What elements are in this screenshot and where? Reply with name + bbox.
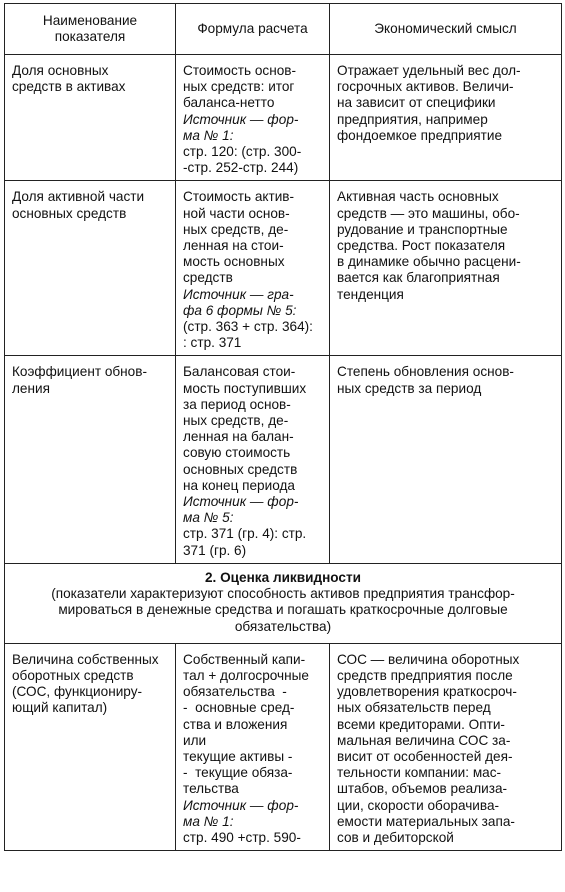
meaning-line: на зависит от специфики [337,95,496,111]
indicator-name-cell [5,55,176,181]
section-note-line: обязательства) [234,618,332,634]
formula-line: : стр. 371 [183,335,242,351]
formula-line: Стоимость основ- [183,63,297,78]
meaning-line: Активная часть основных [337,189,499,205]
meaning-line: средств — это машины, обо- [337,205,520,221]
meaning-line: фондоемкое предприятие [337,127,503,143]
meaning-line: штабов, объемов реализа- [337,781,508,797]
formula-line: Собственный капи- [183,651,306,667]
formula-line: баланса-нетто [183,95,275,111]
formula-source-line: ма № 1: [183,127,234,143]
meaning-line: сов и дебиторской [337,829,454,845]
table-row [5,55,562,181]
indicator-name: Доля основных средств в активах [12,63,126,95]
indicator-name-line: ления [12,380,50,396]
formula-source-line: Источник — фор- [183,111,299,127]
formula-line: Стоимость актив- [183,189,295,205]
indicator-name-line: ющий капитал) [12,700,108,716]
formula-line: Балансовая стои- [183,364,296,380]
meaning-line: удовлетворения краткосроч- [337,684,517,700]
indicators-table [4,3,562,851]
section-header-row [5,563,562,643]
formula-line: - текущие обяза- [183,765,293,781]
header-indicator-name: Наименование показателя [5,4,176,55]
formula-line: за период основ- [183,396,291,412]
formula-line: ных средств, де- [183,413,289,429]
formula-line: 371 (гр. 6) [183,542,247,558]
meaning-line: предприятия, например [337,111,488,127]
indicator-name-line: Величина собственных [12,651,159,667]
formula-line: текущие активы - [183,748,293,764]
formula-line: -стр. 252-стр. 244) [183,160,299,176]
formula-line: ных средств: итог [183,79,295,95]
indicator-name-cell [5,643,176,850]
meaning-line: средств предприятия после [337,667,513,683]
formula-line: мость поступивших [183,380,307,396]
formula-line: на конец периода [183,477,295,493]
meaning-line: тельности компании: мас- [337,765,502,781]
meaning-line: ных средств за период [337,380,482,396]
table-row [5,643,562,850]
header-economic-meaning: Экономический смысл [330,4,562,55]
formula-source-line: ма № 1: [183,813,234,829]
indicator-name-cell [5,181,176,356]
header-formula: Формула расчета [176,4,330,55]
formula-line: тал + долгосрочные [183,667,309,683]
meaning-line: вается как благоприятная [337,270,500,286]
formula-line: совую стоимость [183,445,291,461]
formula-source-line: ма № 5: [183,510,234,526]
formula-cell [176,181,330,356]
formula-line: ной части основ- [183,205,290,221]
meaning-line: емости материальных запа- [337,813,515,829]
meaning-line: средства. Рост показателя [337,238,506,254]
meaning-line: госрочных активов. Величи- [337,79,514,95]
formula-line: или [183,732,207,748]
formula-cell [176,643,330,850]
formula-line: стр. 490 +стр. 590- [183,829,301,845]
formula-line: стр. 120: (стр. 300- [183,144,302,160]
meaning-line: рудование и транспортные [337,221,508,237]
formula-cell [176,356,330,563]
table-header-row [5,4,562,55]
formula-line: ленная на балан- [183,429,294,445]
indicator-name-line: (СОС, функциониру- [12,684,143,700]
formula-line: обязательства - [183,684,287,700]
formula-source-line: Источник — гра- [183,286,294,302]
formula-source-line: Источник — фор- [183,797,299,813]
formula-source-line: Источник — фор- [183,494,299,510]
table-row [5,356,562,563]
indicator-name-cell [5,356,176,563]
indicator-name-line: оборотных средств [12,667,134,683]
formula-line: (стр. 363 + стр. 364): [183,319,313,335]
indicator-name: Доля активной части основных средств [12,189,145,221]
meaning-cell [330,55,562,181]
meaning-line: тенденция [337,286,404,302]
meaning-line: СОС — величина оборотных [337,651,520,667]
meaning-cell [330,181,562,356]
formula-line: - основные сред- [183,700,295,716]
section-note-line: (показатели характеризуют способность активов предприятия трансфор- [51,586,515,602]
meaning-cell [330,356,562,563]
formula-line: средств [183,270,233,286]
section-note-line: мироваться в денежные средства и погашать краткосрочные долговые [58,602,508,618]
meaning-cell [330,643,562,850]
formula-line: основных средств [183,461,298,477]
table-row [5,181,562,356]
meaning-line: ции, скорости оборачива- [337,797,500,813]
formula-line: тельства [183,781,239,797]
meaning-line: мальная величина СОС за- [337,732,511,748]
section-header-cell [5,563,562,643]
formula-line: мость основных [183,254,285,270]
formula-cell [176,55,330,181]
meaning-line: в динамике обычно расцени- [337,254,521,270]
meaning-line: Отражает удельный вес дол- [337,63,521,78]
meaning-line: Степень обновления основ- [337,364,514,380]
meaning-line: ных обязательств перед [337,700,491,716]
formula-source-line: фа 6 формы № 5: [183,302,297,318]
formula-line: ства и вложения [183,716,288,732]
indicator-name-line: Коэффициент обнов- [12,364,147,380]
formula-line: стр. 371 (гр. 4): стр. [183,526,307,542]
meaning-line: всеми кредиторами. Опти- [337,716,505,732]
meaning-line: висит от особенностей дея- [337,748,513,764]
formula-line: ных средств, де- [183,221,289,237]
formula-line: ленная на стои- [183,238,284,254]
section-title: 2. Оценка ликвидности [204,569,361,585]
